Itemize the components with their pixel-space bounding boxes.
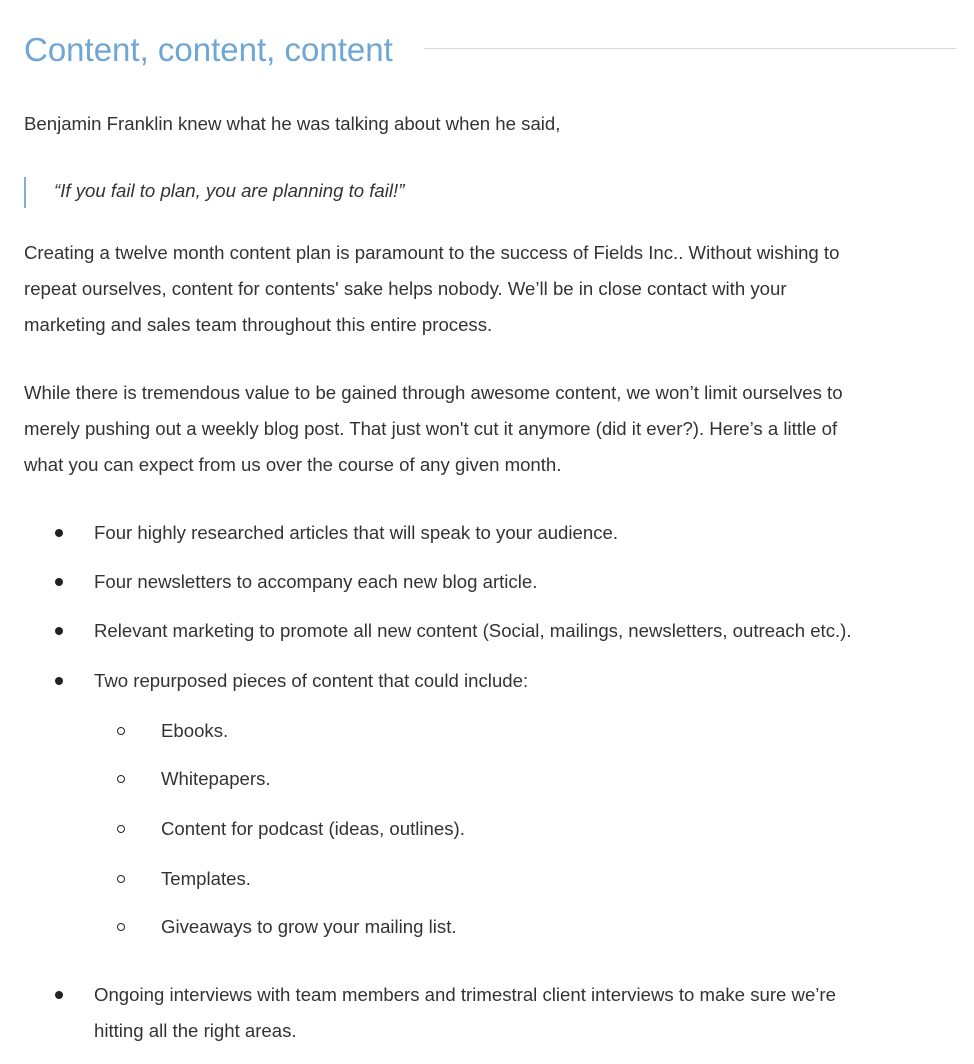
sub-list-item: Content for podcast (ideas, outlines). bbox=[161, 818, 465, 839]
paragraph-line: marketing and sales team throughout this entire process. bbox=[24, 314, 493, 335]
paragraph-line: what you can expect from us over the course of any given month. bbox=[24, 454, 562, 475]
section-heading: Content, content, content bbox=[24, 31, 393, 68]
paragraph-line: repeat ourselves, content for contents' sake helps nobody. We’ll be in close contact with your bbox=[24, 278, 787, 299]
circle-bullet-icon bbox=[117, 775, 125, 783]
bullet-icon bbox=[55, 529, 63, 537]
circle-bullet-icon bbox=[117, 727, 125, 735]
circle-bullet-icon bbox=[117, 825, 125, 833]
list-item: Four newsletters to accompany each new blog article. bbox=[94, 571, 538, 592]
list-item: Ongoing interviews with team members and trimestral client interviews to make sure we’re bbox=[94, 984, 836, 1005]
paragraph-line: merely pushing out a weekly blog post. That just won't cut it anymore (did it ever?). Here’s a little of bbox=[24, 418, 838, 439]
bullet-icon bbox=[55, 677, 63, 685]
blockquote: “If you fail to plan, you are planning to fail!” bbox=[54, 180, 405, 201]
bullet-icon bbox=[55, 991, 63, 999]
sub-list-item: Giveaways to grow your mailing list. bbox=[161, 916, 457, 937]
heading-divider bbox=[424, 48, 956, 49]
circle-bullet-icon bbox=[117, 923, 125, 931]
paragraph-line: While there is tremendous value to be gained through awesome content, we won’t limit ourselves to bbox=[24, 382, 843, 403]
sub-list-item: Ebooks. bbox=[161, 720, 229, 741]
intro-text: Benjamin Franklin knew what he was talking about when he said, bbox=[24, 113, 561, 134]
list-item: Relevant marketing to promote all new content (Social, mailings, newsletters, outreach etc.). bbox=[94, 620, 852, 641]
bullet-icon bbox=[55, 578, 63, 586]
sub-list-item: Whitepapers. bbox=[161, 768, 271, 789]
sub-list-item: Templates. bbox=[161, 868, 251, 889]
circle-bullet-icon bbox=[117, 875, 125, 883]
list-item: Two repurposed pieces of content that could include: bbox=[94, 670, 529, 691]
list-item: Four highly researched articles that will speak to your audience. bbox=[94, 522, 618, 543]
paragraph-line: Creating a twelve month content plan is paramount to the success of Fields Inc.. Without wishing to bbox=[24, 242, 840, 263]
blockquote-bar bbox=[24, 177, 26, 208]
bullet-icon bbox=[55, 627, 63, 635]
list-item-continuation: hitting all the right areas. bbox=[94, 1020, 297, 1041]
